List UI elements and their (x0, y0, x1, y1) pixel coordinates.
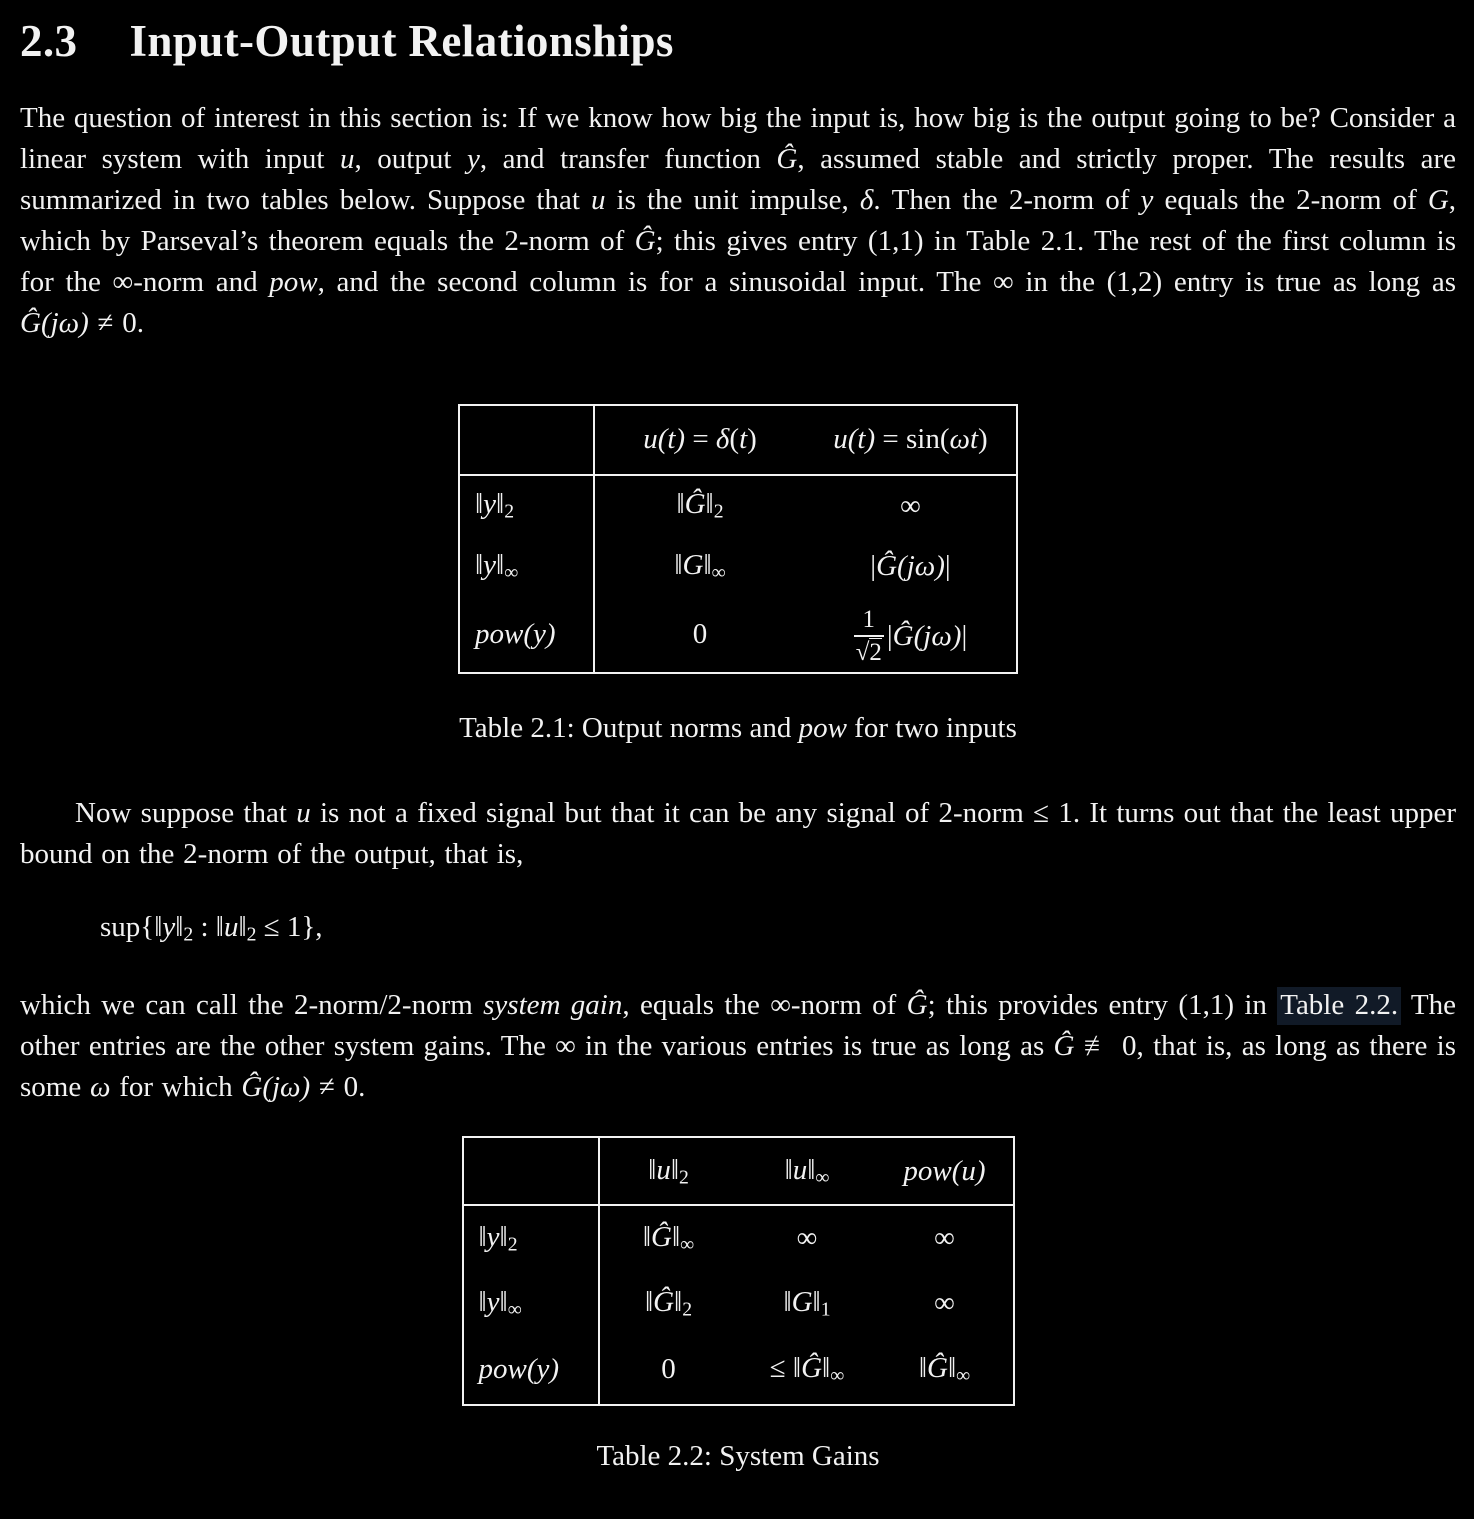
math-cell (738, 1335, 877, 1405)
text-run: Table 2.2: System Gains (596, 1440, 880, 1473)
text-run: ) (978, 423, 988, 456)
text-run: 2 (682, 1298, 693, 1321)
text-run: ∞ (956, 1364, 971, 1387)
text-run: ≠ 0. (310, 1071, 366, 1104)
text-run: pow(y) (478, 1353, 560, 1386)
table-row (463, 1271, 1014, 1335)
text-run: Ĝ (776, 142, 798, 175)
text-run: , and transfer function (479, 142, 777, 175)
text-run: ∞ (934, 1222, 955, 1255)
text-run: , assumed stable and strictly proper. The results are summarized in two tables below. Suppose that (20, 142, 1457, 216)
math-cell (599, 1335, 738, 1405)
text-run: ‖ (671, 1221, 681, 1254)
radicand: 2 (869, 639, 882, 667)
text-run: Ĝ (684, 488, 706, 521)
text-run: ‖ (703, 548, 712, 581)
text-run: ‖ (478, 1285, 487, 1318)
fraction-rest (887, 620, 967, 653)
text-run: Ĝ (651, 1221, 672, 1254)
text-run: δ (715, 423, 730, 456)
section-heading (20, 16, 1456, 68)
text-run: y (1140, 183, 1154, 216)
text-run: y (486, 1285, 500, 1318)
table-2-1-caption (20, 708, 1456, 749)
table-2-2-header-row (463, 1137, 1014, 1205)
text-run: G (791, 1285, 813, 1318)
text-run: ‖ (947, 1352, 957, 1385)
text-run: Table 2.1: Output norms and (459, 711, 799, 744)
text-run: y (483, 488, 497, 521)
text-run: ∞ (934, 1286, 955, 1319)
header-pow-u (877, 1137, 1014, 1205)
text-run: ; this provides entry (1,1) in (927, 989, 1278, 1022)
text-run: ∞ (680, 1233, 695, 1256)
table-row (459, 537, 1017, 597)
text-run: 2 (183, 923, 194, 946)
math-cell (877, 1271, 1014, 1335)
text-run: 1 (820, 1298, 831, 1321)
text-run: ) (747, 423, 757, 456)
text-run: u (223, 910, 239, 943)
paragraph-2norm-signal (20, 793, 1456, 875)
text-run: ∞ (900, 489, 921, 522)
fraction-expression (854, 607, 968, 666)
table-row (463, 1205, 1014, 1271)
text-run: ≤ 1}, (256, 910, 323, 943)
text-run: ‖ (642, 1221, 651, 1254)
text-run: ‖ (496, 488, 505, 521)
text-run: ∞ (504, 561, 519, 584)
text-run: ∞ (815, 1166, 830, 1189)
header-u-2norm (599, 1137, 738, 1205)
row-label-y-infnorm (459, 537, 594, 597)
text-run: Now suppose that (75, 796, 297, 829)
row-label-y-2norm (463, 1205, 599, 1271)
text-run: u (296, 796, 311, 829)
text-run: Ĝ(jω) (20, 306, 89, 339)
text-run: u (792, 1153, 808, 1186)
text-run: for two inputs (846, 711, 1017, 744)
text-run: y (486, 1221, 500, 1254)
text-run: G (682, 548, 704, 581)
text-run: ‖ (499, 1221, 508, 1254)
text-run: . Then the 2-norm of (873, 183, 1141, 216)
text-run: ‖ (175, 910, 184, 943)
text-run: ‖ (648, 1153, 657, 1186)
row-label-y-2norm (459, 475, 594, 537)
text-run: ‖ (238, 910, 247, 943)
text-run: Ĝ (801, 1352, 823, 1385)
text-run: ∞ (796, 1222, 818, 1255)
table-row (459, 475, 1017, 537)
text-run: Ĝ(jω) (241, 1071, 311, 1104)
text-run: ‖ (807, 1153, 816, 1186)
table-2-1-container (20, 404, 1456, 674)
text-run: t (739, 423, 748, 456)
text-run: ≤ ‖ (769, 1352, 802, 1385)
row-label-y-infnorm (463, 1271, 599, 1335)
row-label-pow-y (463, 1335, 599, 1405)
text-run: is not a fixed signal but that it can be any signal of 2-norm ≤ 1. It turns out that the least upper bound on the 2-norm of the output, that is, (20, 796, 1456, 870)
fraction (854, 607, 884, 666)
text-run: ‖ (644, 1285, 654, 1318)
text-run: Ĝ(jω) (876, 550, 945, 583)
text-run: Ĝ (906, 989, 928, 1022)
text-run: 2 (507, 1233, 518, 1256)
header-impulse-input (594, 405, 805, 475)
math-cell (594, 475, 805, 537)
math-cell (594, 597, 805, 673)
text-run: ‖ (674, 1285, 683, 1318)
row-label-pow-y (459, 597, 594, 673)
text-run: ≠ 0. (88, 306, 144, 339)
table-2-2 (462, 1136, 1015, 1406)
text-run: Ĝ (653, 1285, 675, 1318)
header-u-infnorm (738, 1137, 877, 1205)
text-run: ∞ (711, 561, 726, 584)
text-run: 0 (692, 617, 708, 650)
text-run: ∞ (830, 1364, 845, 1387)
text-run: ‖ (918, 1352, 927, 1385)
text-run: Ĝ (1053, 1030, 1075, 1063)
text-run: u (590, 183, 606, 216)
text-run: ‖ (496, 548, 505, 581)
text-run: u (339, 142, 355, 175)
math-cell (805, 475, 1017, 537)
text-run: which we can call the 2-norm/2-norm (20, 989, 484, 1022)
table-2-1-header-row (459, 405, 1017, 475)
section-number: 2.3 (20, 16, 78, 66)
text-run: equals the 2-norm of (1153, 183, 1428, 216)
text-run: ‖ (674, 548, 683, 581)
text-run: ; this gives entry (1,1) in Table 2.1. The rest of the first column is for the ∞-norm and (20, 224, 1456, 298)
text-run: , which by Parseval’s theorem equals the 2-norm of (20, 183, 1457, 257)
text-run: ‖ (475, 488, 484, 521)
table-2-2-container (20, 1136, 1456, 1406)
math-cell (738, 1205, 877, 1271)
text-run: , output (354, 142, 467, 175)
text-run: 2 (246, 923, 257, 946)
text-run: pow(u) (903, 1154, 986, 1187)
text-run: The question of interest in this section is: If we know how big the input is, how big is the output going to be? Consider a linear system with input (20, 101, 1456, 175)
text-run: is the unit impulse, (605, 183, 860, 216)
text-run: 2 (678, 1166, 689, 1189)
section-title: Input-Output Relationships (129, 16, 674, 66)
table-2-1 (458, 404, 1018, 674)
text-run: ‖ (676, 488, 685, 521)
header-sinusoid-input (805, 405, 1017, 475)
text-run: ‖ (705, 488, 714, 521)
math-cell (877, 1205, 1014, 1271)
text-run: u (656, 1153, 671, 1186)
text-run: ≢ 0, that is, as long as there is some (20, 1030, 1456, 1104)
text-run: ‖ (670, 1153, 679, 1186)
math-cell (877, 1335, 1014, 1405)
math-cell (738, 1271, 877, 1335)
text-run: δ (859, 183, 874, 216)
text-run: ‖ (783, 1285, 792, 1318)
text-run: The other entries are the other system gains. The ∞ in the various entries is true as long as (20, 989, 1457, 1063)
text-run: | (944, 550, 951, 583)
text-run: y (466, 142, 480, 175)
text-run: ∞ (507, 1298, 522, 1321)
fraction-denominator (854, 635, 884, 666)
text-run: sup{‖ (100, 910, 163, 943)
text-run: , and the second column is for a sinusoidal input. The ∞ in the (1,2) entry is true as long as (317, 265, 1456, 298)
text-run: Ĝ (927, 1352, 948, 1385)
text-run: y (162, 910, 176, 943)
text-run: ‖ (784, 1153, 793, 1186)
radical-sign: √ (855, 639, 870, 667)
text-run: ‖ (499, 1285, 508, 1318)
corner-cell (463, 1137, 599, 1205)
fraction-numerator: 1 (862, 606, 876, 634)
text-run: pow (798, 711, 847, 744)
text-run: y (483, 548, 497, 581)
table-row (463, 1335, 1014, 1405)
text-run: ‖ (822, 1352, 831, 1385)
text-run: 0 (661, 1353, 676, 1386)
table-2-2-link[interactable]: Table 2.2. (1277, 987, 1401, 1025)
text-run: Ĝ (634, 224, 656, 257)
paragraph-system-gain (20, 985, 1456, 1108)
text-run: ωt (949, 423, 979, 456)
math-cell (594, 537, 805, 597)
text-run: , equals the ∞-norm of (622, 989, 907, 1022)
table-2-2-caption (20, 1436, 1456, 1477)
text-run: u(t) (833, 423, 876, 456)
text-run: pow(y) (475, 617, 556, 650)
text-run: system gain (483, 989, 623, 1022)
math-cell (599, 1205, 738, 1271)
text-run: ‖ (478, 1221, 487, 1254)
text-run: for which (110, 1071, 242, 1104)
text-run: | (870, 550, 877, 583)
text-run: ω (89, 1071, 111, 1104)
text-run: : ‖ (193, 910, 224, 943)
text-run: u(t) (643, 423, 686, 456)
text-run: G (1427, 183, 1449, 216)
text-run: = sin( (875, 423, 950, 456)
text-run: 2 (713, 501, 724, 524)
text-run: ‖ (475, 548, 484, 581)
text-run: | (961, 620, 968, 653)
corner-cell (459, 405, 594, 475)
equation-sup-norm (100, 907, 1456, 956)
text-run: pow (269, 265, 318, 298)
math-cell (805, 537, 1017, 597)
text-run: ( (729, 423, 740, 456)
text-run: ‖ (812, 1285, 821, 1318)
math-cell-fraction (805, 597, 1017, 673)
table-row (459, 597, 1017, 673)
paragraph-intro (20, 98, 1456, 344)
text-run: = (685, 423, 716, 456)
text-run: | (886, 620, 893, 653)
text-run: Ĝ(jω) (892, 620, 962, 653)
math-cell (599, 1271, 738, 1335)
text-run: 2 (504, 501, 515, 524)
